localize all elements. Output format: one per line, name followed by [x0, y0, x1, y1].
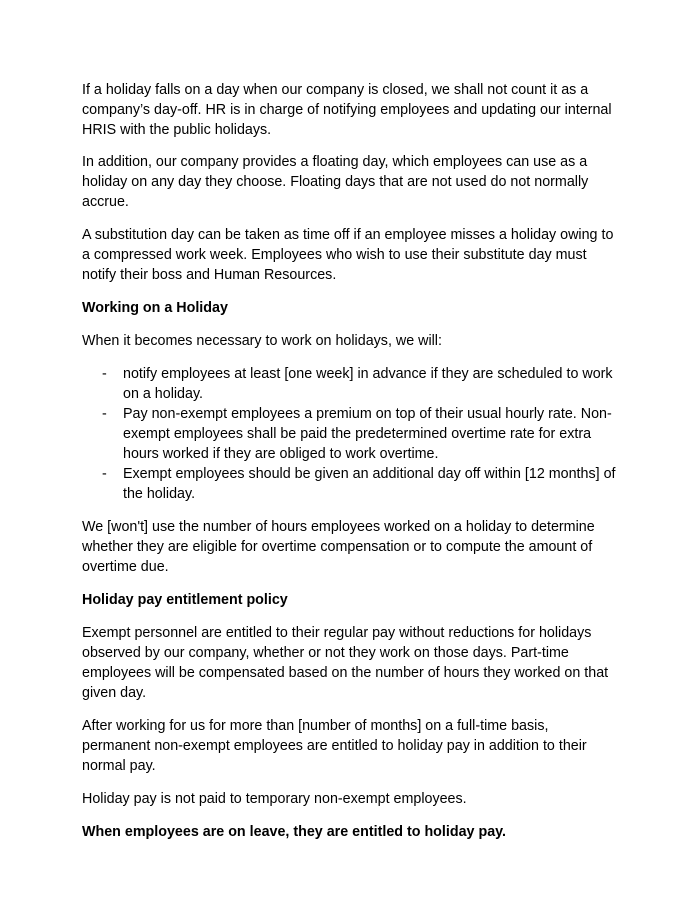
dash-bullet: - — [102, 466, 107, 482]
section2-paragraph-1: Exempt personnel are entitled to their regular pay without reductions for holidays observed by our company, whether or not they work on those days. Part-time employees will be compensated based on the number of hours they worked on that given day. — [82, 625, 609, 701]
dash-bullet: - — [102, 406, 107, 422]
section-heading-holiday-pay-entitlement: Holiday pay entitlement policy — [82, 592, 288, 608]
intro-paragraph-1: If a holiday falls on a day when our company is closed, we shall not count it as a company’s day-off. HR is in charge of notifying employees and updating our internal HRIS with the public holidays. — [82, 82, 612, 138]
list-item — [82, 404, 618, 464]
list-item-text: Exempt employees should be given an additional day off within [12 months] of the holiday. — [123, 466, 616, 502]
intro-paragraph-3: A substitution day can be taken as time off if an employee misses a holiday owing to a compressed work week. Employees who wish to use their substitute day must notify their boss and Human Resources. — [82, 227, 614, 283]
section2-paragraph-2: After working for us for more than [number of months] on a full-time basis, permanent non-exempt employees are entitled to holiday pay in addition to their normal pay. — [82, 718, 587, 774]
section1-bullet-list — [82, 364, 618, 504]
section-heading-working-on-holiday: Working on a Holiday — [82, 300, 228, 316]
list-item — [82, 464, 618, 504]
intro-paragraph-2: In addition, our company provides a floating day, which employees can use as a holiday on any day they choose. Floating days that are not used do not normally accrue. — [82, 154, 589, 210]
document-page — [82, 80, 618, 855]
section2-paragraph-3: Holiday pay is not paid to temporary non-exempt employees. — [82, 791, 467, 807]
section1-closing-paragraph: We [won't] use the number of hours employees worked on a holiday to determine whether they are eligible for overtime compensation or to compute the amount of overtime due. — [82, 519, 595, 575]
list-item-text: Pay non-exempt employees a premium on top of their usual hourly rate. Non-exempt employees shall be paid the predetermined overtime rate for extra hours worked if they are obliged to work overtime. — [123, 406, 612, 462]
list-item-text: notify employees at least [one week] in advance if they are scheduled to work on a holiday. — [123, 366, 613, 402]
list-item — [82, 364, 618, 404]
dash-bullet: - — [102, 366, 107, 382]
final-statement: When employees are on leave, they are entitled to holiday pay. — [82, 824, 507, 840]
section1-lead: When it becomes necessary to work on holidays, we will: — [82, 333, 442, 349]
